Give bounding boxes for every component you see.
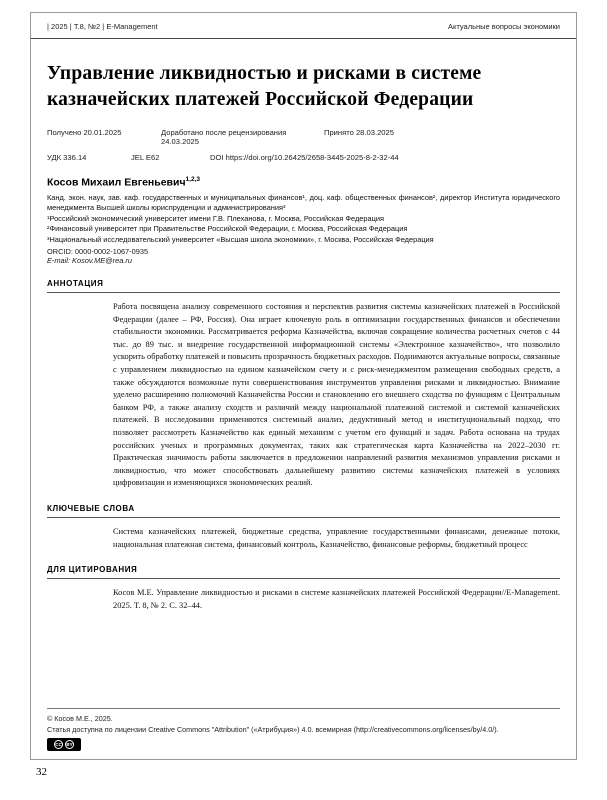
journal-issue-info: | 2025 | Т.8, №2 | E-Management <box>47 22 158 31</box>
page-number: 32 <box>36 766 47 778</box>
abstract-body: Работа посвящена анализу современного состояния и перспектив развития системы казначейских платежей в Российской Федерации (далее – РФ, Россия). Она играет ключевую роль в оптимизации государственных финансов и обеспечении стабильности экономики. Рассматривается реформа Казначейства, включая сокращение количества расчетных счетов с 44 тыс. до 89 тыс. и внедрение государственной информационной системы «Электронное казначейство», что позволило ускорить обработку платежей и повысить прозрачность бюджетных расходов. Поднимаются актуальные вопросы, связанные с управлением ликвидностью на едином казначейском счету и с риск-менеджментом размещения свободных средств, а также обсуждаются возможные пути совершенствования инструментов управления рисками и ликвидностью. Внимание уделено расширению полномочий Казначейства России и становлению его внешнего сходства по функциям с Центральным банком РФ, а также анализу сходств и различий между национальной платежной системой и системой казначейских платежей. В исследовании применяются системный анализ, дедуктивный метод и институциональный подход, что позволяет рассмотреть Казначейство как единый механизм с учетом его функций и задач. Работа основана на трудах российских ученых и программных документах, таких как стратегическая карта Казначейства на 2022–2030 гг. Практическая значимость работы заключается в предложении направлений развития механизмов управления рисками и ликвидностью, что может способствовать дальнейшему развитию системы казначейских платежей в условиях цифровизации и изменяющихся экономических реалий. <box>113 301 560 488</box>
page-footer <box>47 708 560 751</box>
doi-link[interactable]: DOI https://doi.org/10.26425/2658-3445-2025-8-2-32-44 <box>210 153 399 163</box>
affiliation-2: ²Финансовый университет при Правительстве Российской Федерации, г. Москва, Российская Федерация <box>47 224 408 234</box>
article-title: Управление ликвидностью и рисками в системе казначейских платежей Российской Федерации <box>47 63 482 110</box>
orcid-id: ORCID: 0000-0002-1067-0935 <box>47 246 149 256</box>
dates-row <box>47 128 560 146</box>
author-affiliation-sup: 1,2,3 <box>185 176 201 184</box>
cc-by-icon: BY <box>66 742 73 747</box>
author-position: Канд. экон. наук, зав. каф. государственных и муниципальных финансов¹, доц. каф. общественных финансов², директор Института юридического менеджмента Высшей школы юриспруденции и администрирования³ <box>47 192 560 213</box>
license-line[interactable]: Статья доступна по лицензии Creative Commons "Attribution" («Атрибуция») 4.0. всемирная (http://creativecommons.org/licenses/by/4.0/). <box>47 725 499 734</box>
affiliation-1: ¹Российский экономический университет имени Г.В. Плеханова, г. Москва, Российская Федерация <box>47 213 385 223</box>
author-block <box>47 176 560 264</box>
codes-row <box>47 153 560 162</box>
revised-date: Доработано после рецензирования 24.03.2025 <box>161 128 287 147</box>
abstract-heading: АННОТАЦИЯ <box>47 279 560 293</box>
affiliation-3: ³Национальный исследовательский университет «Высшая школа экономики», г. Москва, Российская Федерация <box>47 235 434 245</box>
jel-code: JEL E62 <box>131 153 160 163</box>
citation-heading: ДЛЯ ЦИТИРОВАНИЯ <box>47 565 560 579</box>
page-frame <box>30 12 577 760</box>
citation-body: Косов М.Е. Управление ликвидностью и рисками в системе казначейских платежей Российской Федерации//E-Management. 2025. Т. 8, № 2. С. 32–44. <box>113 588 560 610</box>
citation-section <box>47 565 560 612</box>
udk-code: УДК 336.14 <box>47 153 87 163</box>
abstract-section <box>47 279 560 490</box>
keywords-section <box>47 504 560 551</box>
accepted-date: Принято 28.03.2025 <box>324 128 394 138</box>
received-date: Получено 20.01.2025 <box>47 128 122 138</box>
keywords-body: Система казначейских платежей, бюджетные средства, управление государственными финансами, денежные потоки, национальная платежная система, финансовый контроль, Казначейство, финансовые реформы, бюджетный процесс <box>113 527 560 549</box>
cc-license-badge[interactable] <box>47 738 81 751</box>
author-email[interactable]: E-mail: Kosov.ME@rea.ru <box>47 255 132 265</box>
journal-section-name: Актуальные вопросы экономики <box>448 22 560 31</box>
copyright-line: © Косов М.Е., 2025. <box>47 714 113 723</box>
keywords-heading: КЛЮЧЕВЫЕ СЛОВА <box>47 504 560 518</box>
journal-header <box>31 13 576 39</box>
author-name: Косов Михаил Евгеньевич$^{1,2,3}$ <box>47 176 201 189</box>
cc-icon: CC <box>55 742 62 747</box>
